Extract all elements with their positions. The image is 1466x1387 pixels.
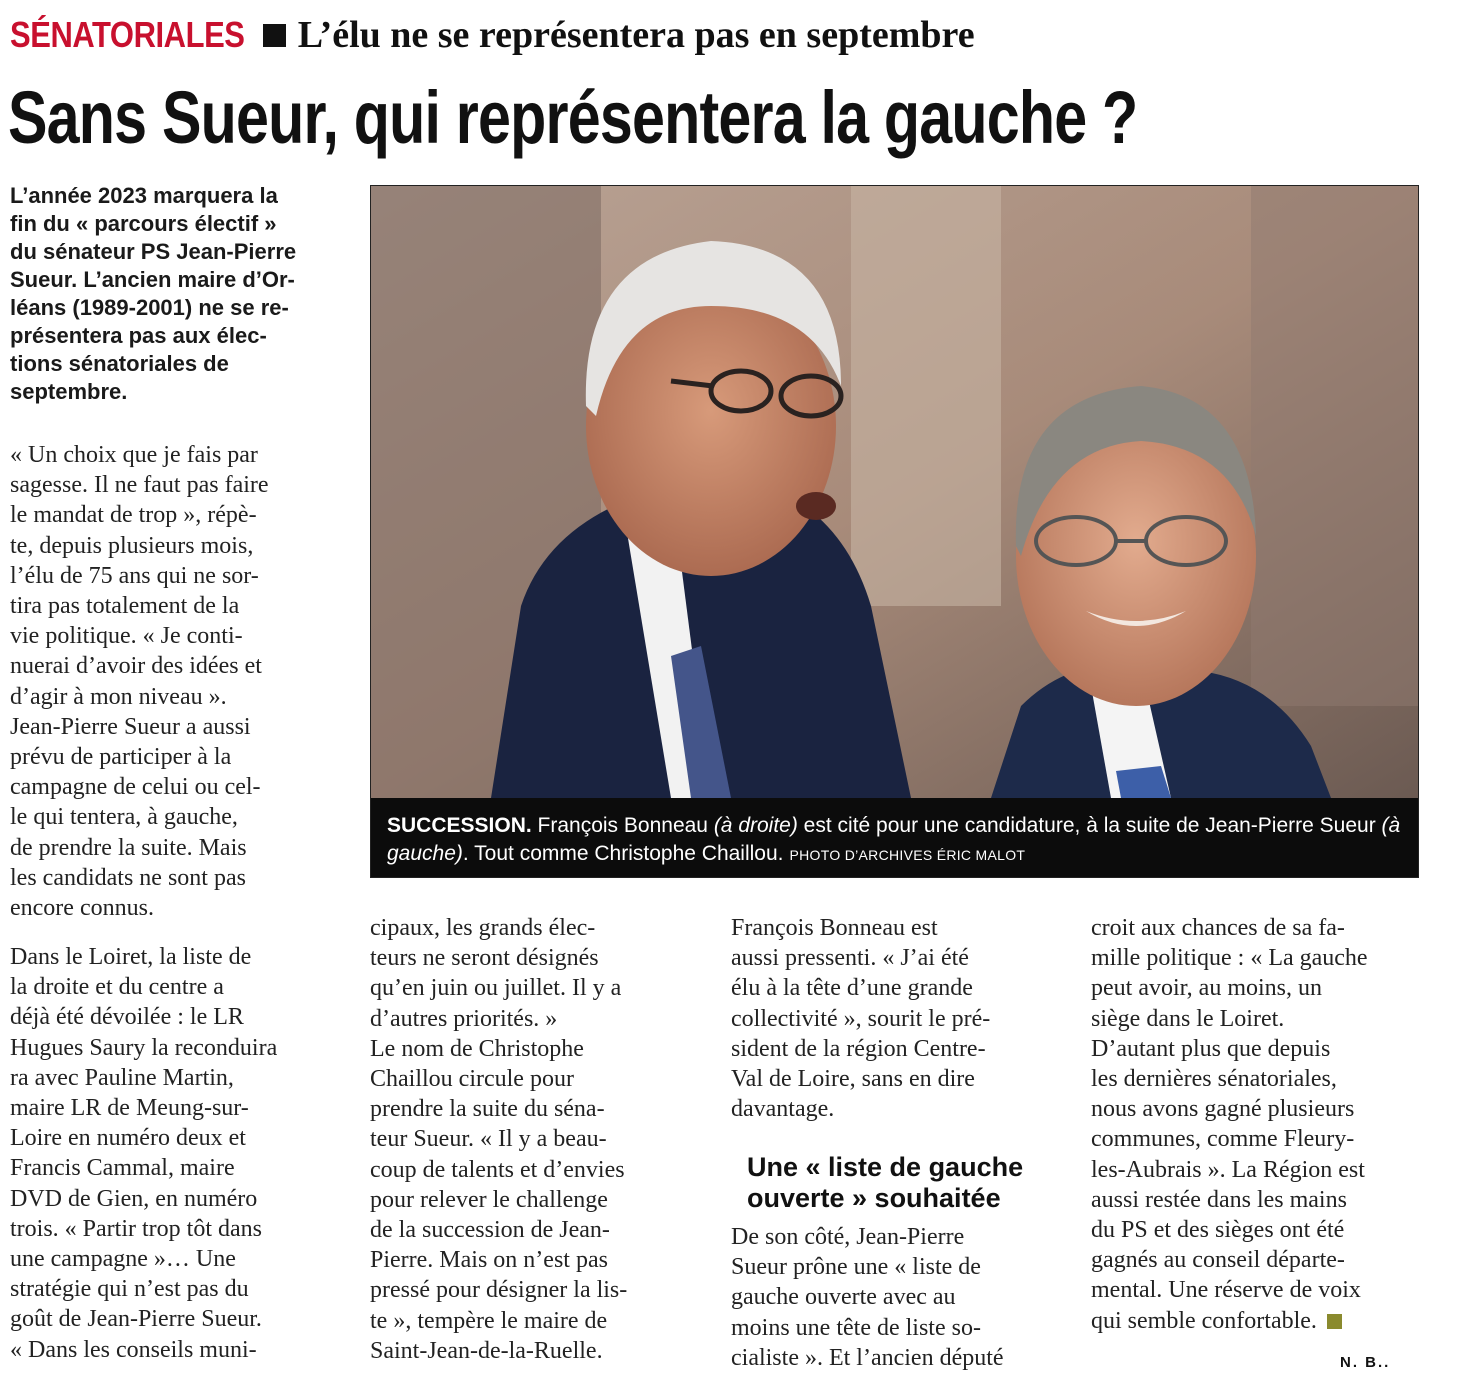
article-photo xyxy=(370,185,1419,878)
headline: Sans Sueur, qui représentera la gauche ? xyxy=(8,76,1138,159)
body-column-3: François Bonneau est aussi pressenti. « J’ai été élu à la tête d’une grande collectivité », sourit le pré- sident de la région Centre- Val de Loire, sans en dire davantage. xyxy=(731,915,991,1123)
kicker xyxy=(10,10,975,60)
caption-text-2: est cité pour une candidature, à la suite de Jean-Pierre Sueur xyxy=(797,814,1382,837)
lede-paragraph: L’année 2023 marquera la fin du « parcours électif » du sénateur PS Jean-Pierre Sueur. L’ancien maire d’Or- léans (1989-2001) ne se re- présentera pas aux élec- tions sénatoriales de septembre. xyxy=(10,183,297,404)
body-column-1-top: « Un choix que je fais par sagesse. Il ne faut pas faire le mandat de trop », répè- te, depuis plusieurs mois, l’élu de 75 ans qui ne sor- tira pas totalement de la vie politique. « Je conti- nuerai d’avoir des idées et d’agir à mon niveau ». Jean-Pierre Sueur a aussi prévu de participer à la campagne de celui ou cel- le qui tentera, à gauche, de prendre la suite. Mais les candidats ne sont pas encore connus. xyxy=(10,442,269,922)
caption-italic-2: (à gauche) xyxy=(387,814,1401,865)
caption-text xyxy=(387,812,1410,869)
caption-italic-1: (à droite) xyxy=(713,814,798,837)
photo-caption xyxy=(371,798,1419,878)
body-column-2: cipaux, les grands élec- teurs ne seront désignés qu’en juin ou juillet. Il y a d’autres priorités. » Le nom de Christophe Chaillou circule pour prendre la suite du séna- teur Sueur. « Il y a beau- coup de talents et d’envies pour relever le challenge de la succession de Jean- Pierre. Mais on n’est pas pressé pour désigner la lis- te », tempère le maire de Saint-Jean-de-la-Ruelle. xyxy=(370,915,628,1364)
byline: N. B.. xyxy=(1340,1354,1391,1371)
caption-text-3: . Tout comme Christophe Chaillou. xyxy=(462,842,784,865)
body-column-4 xyxy=(1091,913,1417,1336)
body-column-3-bottom: De son côté, Jean-Pierre Sueur prône une « liste de gauche ouverte avec au moins une tête de liste so- cialiste ». Et l’ancien député xyxy=(731,1224,1004,1371)
column-4-text: croit aux chances de sa fa- mille politique : « La gauche peut avoir, au moins, un siège dans le Loiret. D’autant plus que depuis les dernières sénatoriales, nous avons gagné plusieurs communes, comme Fleury- les-Aubrais ». La Région est aussi restée dans les mains du PS et des sièges ont été gagnés au conseil départe- mental. Une réserve de voix qui semble confortable. xyxy=(1091,915,1368,1334)
kicker-square-icon xyxy=(263,24,286,47)
body-column-1-bottom: Dans le Loiret, la liste de la droite et du centre a déjà été dévoilée : le LR Hugues Saury la reconduira ra avec Pauline Martin, maire LR de Meung-sur- Loire en numéro deux et Francis Cammal, maire DVD de Gien, en numéro trois. « Partir trop tôt dans une campagne »… Une stratégie qui n’est pas du goût de Jean-Pierre Sueur. « Dans les conseils muni- xyxy=(10,944,278,1363)
intertitle: Une « liste de gauche ouverte » souhaitée xyxy=(747,1152,1024,1213)
end-of-article-icon xyxy=(1327,1314,1342,1329)
photo-credit: PHOTO D’ARCHIVES ÉRIC MALOT xyxy=(789,847,1026,863)
caption-text-1: François Bonneau xyxy=(531,814,714,837)
kicker-subtitle: L’élu ne se représentera pas en septembre xyxy=(297,14,975,56)
caption-lead: SUCCESSION. xyxy=(387,814,532,837)
photo-image xyxy=(371,186,1419,798)
rubric-label: SÉNATORIALES xyxy=(10,14,245,55)
